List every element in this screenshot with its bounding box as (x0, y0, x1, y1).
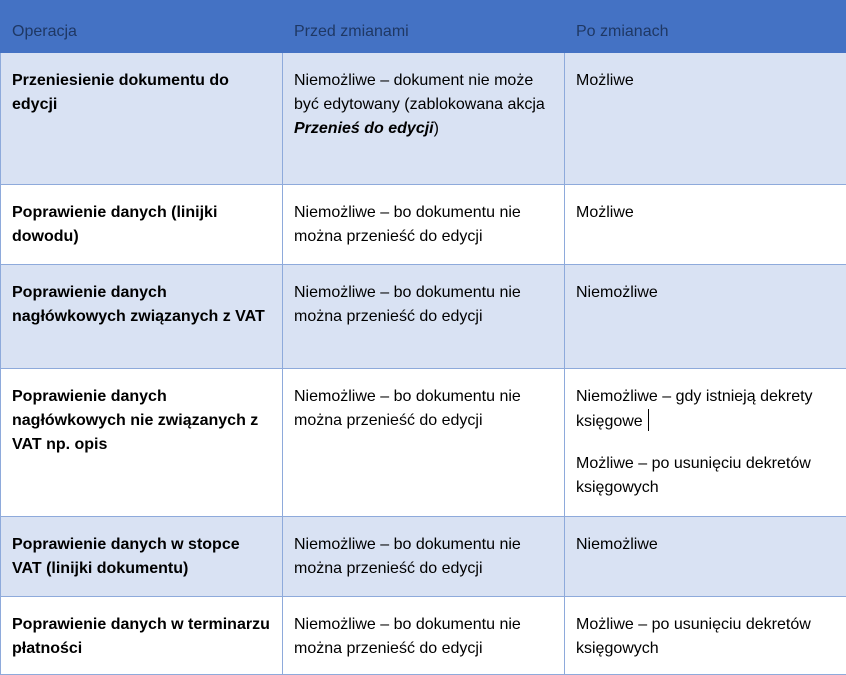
header-row (1, 1, 846, 53)
before-cell: Niemożliwe – bo dokumentu nie można przenieść do edycji (283, 265, 565, 369)
after-cell: Możliwe (565, 185, 846, 265)
operation-cell: Poprawienie danych w stopce VAT (linijki dokumentu) (1, 517, 283, 597)
before-emphasis: Przenieś do edycji (294, 120, 434, 137)
header-after: Po zmianach (565, 1, 846, 53)
text-cursor (648, 409, 649, 431)
after-cell: Niemożliwe (565, 517, 846, 597)
header-before: Przed zmianami (283, 1, 565, 53)
header-operation: Operacja (1, 1, 283, 53)
after-paragraph: Możliwe – po usunięciu dekretów księgowych (576, 452, 835, 500)
after-cell (565, 369, 846, 517)
before-cell: Niemożliwe – bo dokumentu nie można przenieść do edycji (283, 185, 565, 265)
operation-cell: Przeniesienie dokumentu do edycji (1, 53, 283, 185)
after-cell: Niemożliwe (565, 265, 846, 369)
operation-cell: Poprawienie danych (linijki dowodu) (1, 185, 283, 265)
after-cell: Możliwe – po usunięciu dekretów księgowych (565, 597, 846, 675)
operation-cell: Poprawienie danych nagłówkowych nie związanych z VAT np. opis (1, 369, 283, 517)
operation-cell: Poprawienie danych nagłówkowych związanych z VAT (1, 265, 283, 369)
before-cell: Niemożliwe – bo dokumentu nie można przenieść do edycji (283, 369, 565, 517)
operation-cell: Poprawienie danych w terminarzu płatności (1, 597, 283, 675)
before-cell (283, 53, 565, 185)
after-paragraph[interactable]: Niemożliwe – gdy istnieją dekrety księgowe (576, 385, 835, 434)
table-row (1, 265, 846, 369)
before-cell: Niemożliwe – bo dokumentu nie można przenieść do edycji (283, 597, 565, 675)
before-cell: Niemożliwe – bo dokumentu nie można przenieść do edycji (283, 517, 565, 597)
table-row (1, 185, 846, 265)
table-row (1, 517, 846, 597)
after-cell: Możliwe (565, 53, 846, 185)
table-row (1, 53, 846, 185)
table-row (1, 369, 846, 517)
before-text: Niemożliwe – dokument nie może być edytowany (zablokowana akcja (294, 72, 545, 113)
table-row (1, 597, 846, 675)
before-tail: ) (434, 120, 439, 137)
